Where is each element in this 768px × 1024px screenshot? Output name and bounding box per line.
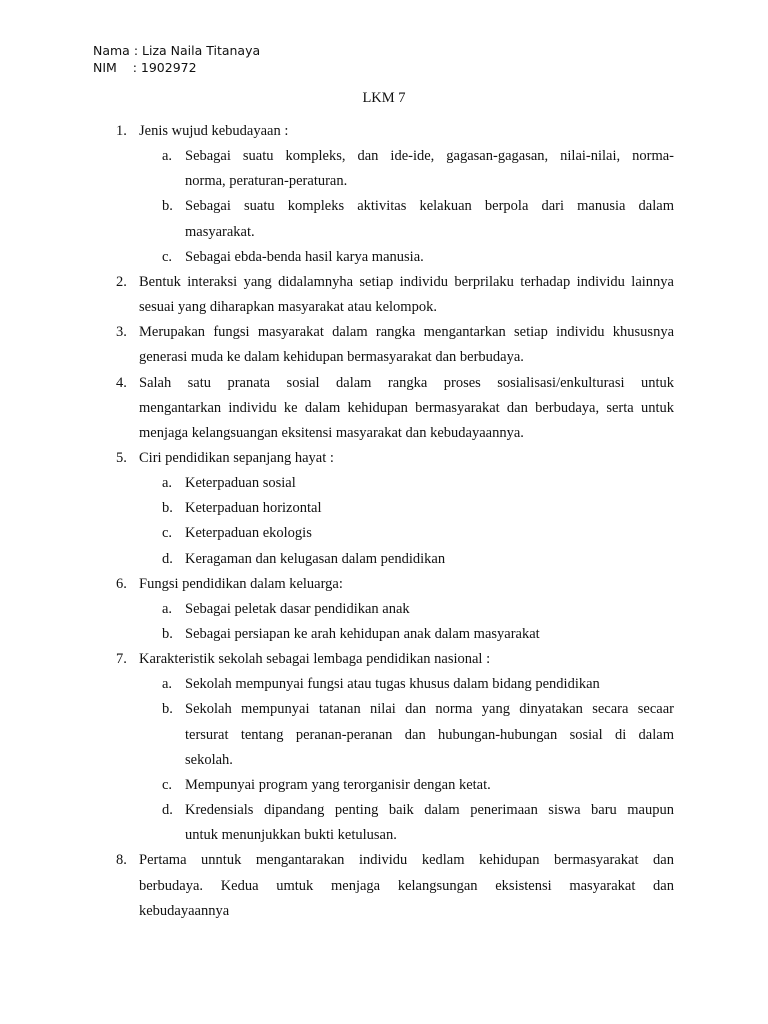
item-text-line: Pertama unntuk mengantarakan individu kedlam kehidupan bermasyarakat dan: [139, 852, 674, 869]
subitem-text-line: Sebagai ebda-benda hasil karya manusia.: [185, 248, 424, 265]
subitem-text-line: Keterpaduan ekologis: [185, 525, 312, 542]
subitem-letter: c.: [162, 776, 173, 793]
subitem-letter: a.: [162, 148, 173, 165]
subitem-text-line: Kredensials dipandang penting baik dalam penerimaan siswa baru maupun: [185, 802, 674, 818]
document-title: LKM 7: [362, 90, 406, 106]
subitem-letter: c.: [162, 248, 173, 265]
subitem-letter: d.: [162, 802, 173, 818]
subitem-text-line: Sekolah mempunyai tatanan nilai dan norma yang dinyatakan secara secaar: [185, 701, 674, 718]
subitem-letter: b.: [162, 500, 173, 517]
subitem-text-line: untuk menunjukkan bukti ketulusan.: [185, 827, 397, 844]
item-text-line: berbudaya. Kedua umtuk menjaga kelangsungan eksistensi masyarakat dan: [139, 877, 674, 894]
subitem-letter: d.: [162, 550, 173, 567]
subitem-letter: b.: [162, 198, 173, 215]
subitem-text-line: Keragaman dan kelugasan dalam pendidikan: [185, 550, 446, 567]
student-nim: NIM : 1902972: [93, 60, 197, 75]
subitem-text-line: Sebagai suatu kompleks aktivitas kelakuan berpola dari manusia dalam: [185, 198, 674, 215]
item-text-line: Fungsi pendidikan dalam keluarga:: [139, 575, 343, 592]
item-text-line: kebudayaannya: [139, 902, 230, 919]
subitem-text-line: Sekolah mempunyai fungsi atau tugas khusus dalam bidang pendidikan: [185, 676, 600, 693]
item-number: 3.: [116, 324, 127, 341]
item-number: 8.: [116, 852, 127, 869]
item-text-line: menjaga kelangsuangan eksitensi masyarakat dan kebudayaannya.: [139, 424, 524, 441]
student-info: [93, 42, 260, 76]
item-number: 5.: [116, 449, 127, 466]
student-name: Nama : Liza Naila Titanaya: [93, 43, 261, 58]
subitem-text-line: masyarakat.: [185, 223, 255, 240]
item-number: 4.: [116, 374, 127, 391]
subitem-text-line: Sebagai persiapan ke arah kehidupan anak dalam masyarakat: [185, 626, 540, 642]
item-number: 6.: [116, 575, 127, 592]
subitem-letter: c.: [162, 525, 173, 542]
subitem-letter: b.: [162, 626, 173, 642]
subitem-text-line: Sebagai suatu kompleks, dan ide-ide, gagasan-gagasan, nilai-nilai, norma-: [185, 148, 674, 165]
item-text-line: Salah satu pranata sosial dalam rangka proses sosialisasi/enkulturasi untuk: [139, 374, 674, 391]
subitem-text-line: Mempunyai program yang terorganisir dengan ketat.: [185, 776, 491, 793]
item-text-line: mengantarkan individu ke dalam kehidupan bermasyarakat dan berbudaya, serta untuk: [139, 399, 674, 416]
item-text-line: Jenis wujud kebudayaan :: [139, 123, 289, 139]
subitem-letter: a.: [162, 475, 173, 492]
item-text-line: Ciri pendidikan sepanjang hayat :: [139, 449, 334, 466]
item-text-line: Merupakan fungsi masyarakat dalam rangka mengantarkan setiap individu khususnya: [139, 324, 674, 341]
item-number: 2.: [116, 273, 127, 290]
item-text-line: Karakteristik sekolah sebagai lembaga pendidikan nasional :: [139, 651, 491, 668]
subitem-text-line: Keterpaduan horizontal: [185, 500, 322, 517]
subitem-text-line: sekolah.: [185, 751, 233, 768]
subitem-letter: a.: [162, 600, 173, 617]
item-text-line: sesuai yang diharapkan masyarakat atau kelompok.: [139, 299, 437, 315]
item-text-line: generasi muda ke dalam kehidupan bermasyarakat dan berbudaya.: [139, 349, 524, 366]
item-text-line: Bentuk interaksi yang didalamnyha setiap individu berprilaku terhadap individu lainnya: [139, 273, 674, 290]
subitem-letter: b.: [162, 701, 173, 718]
item-number: 7.: [116, 651, 127, 668]
subitem-text-line: Sebagai peletak dasar pendidikan anak: [185, 600, 410, 617]
subitem-text-line: tersurat tentang peranan-peranan dan hubungan-hubungan sosial di dalam: [185, 726, 674, 743]
subitem-text-line: norma, peraturan-peraturan.: [185, 173, 348, 190]
item-number: 1.: [116, 123, 127, 139]
subitem-letter: a.: [162, 676, 173, 693]
subitem-text-line: Keterpaduan sosial: [185, 475, 296, 492]
